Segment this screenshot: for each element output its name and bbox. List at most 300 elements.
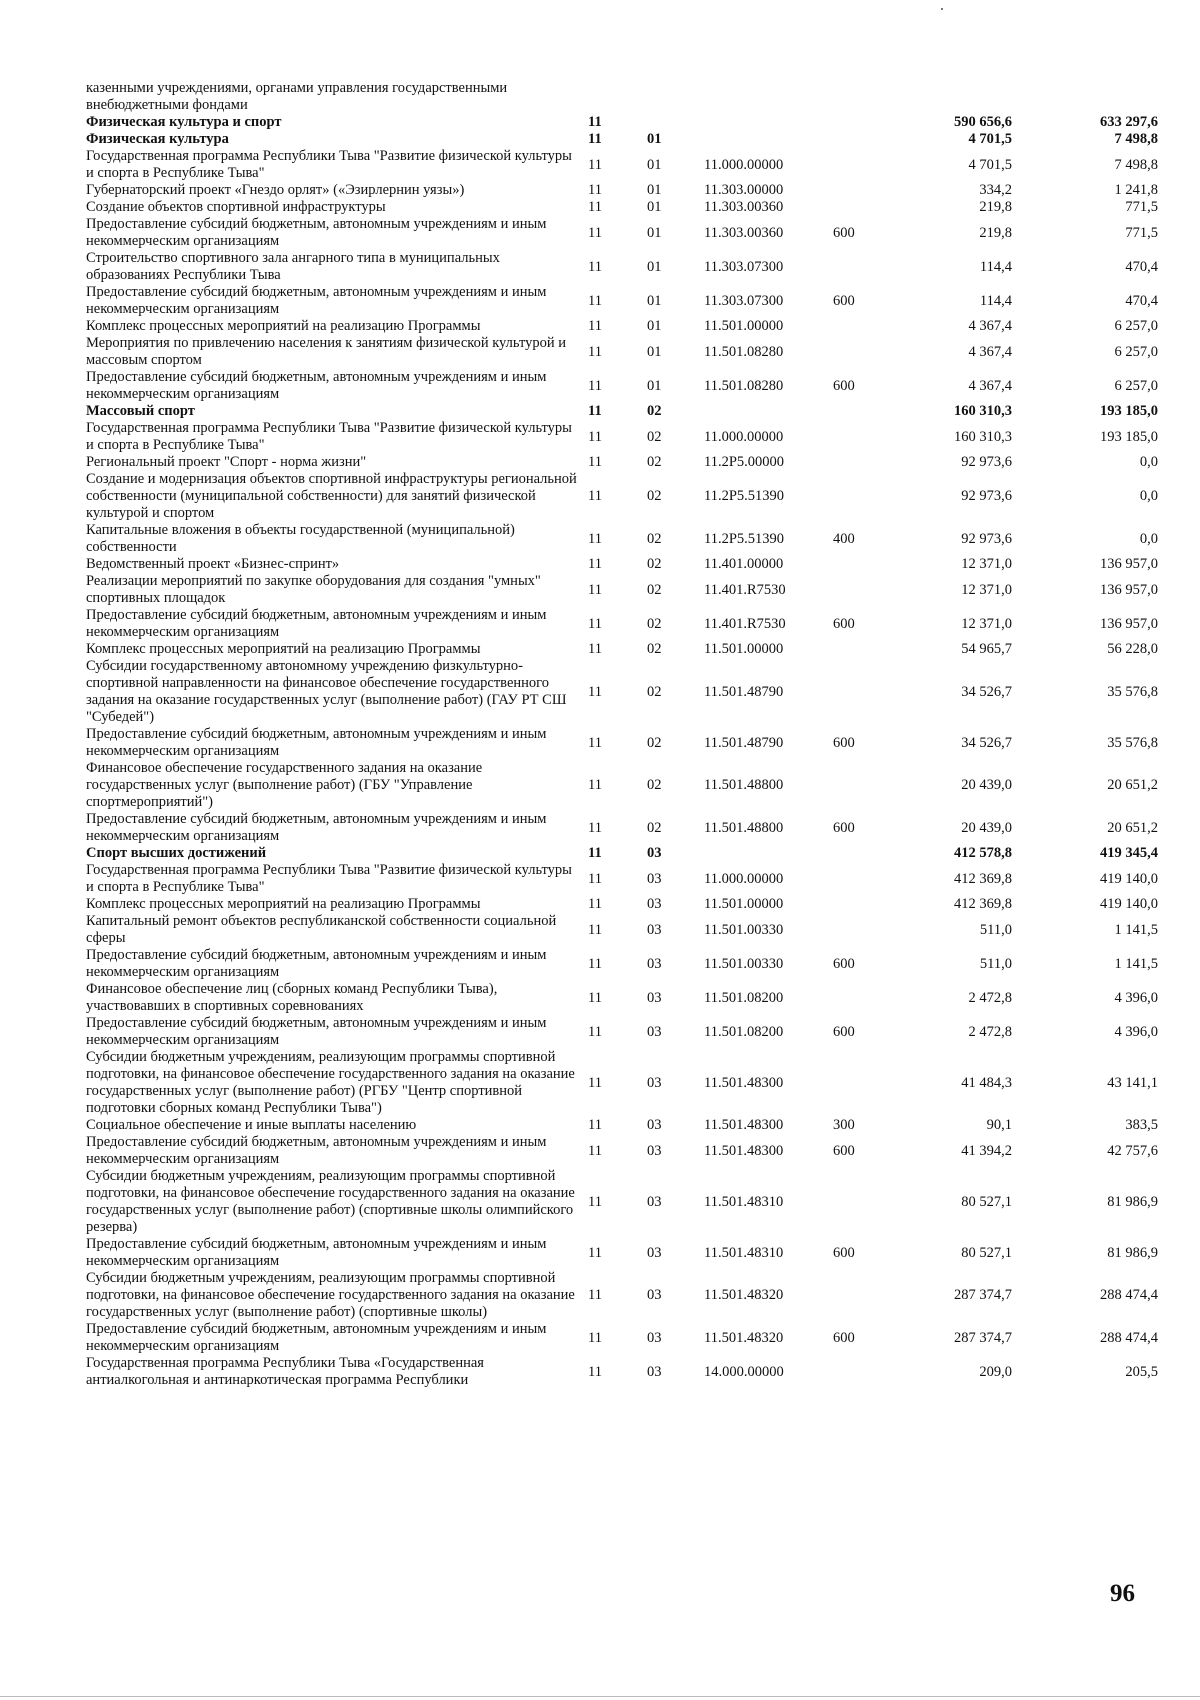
row-section-code: 11 — [588, 1329, 602, 1346]
row-expense-type-code — [833, 1270, 891, 1321]
row-amount-second: 35 576,8 — [1107, 734, 1158, 751]
row-subsection-code: 03 — [647, 1023, 662, 1040]
table-row — [86, 573, 1160, 607]
row-target-article-code: 11.501.48320 — [704, 1287, 784, 1303]
row-subsection-code: 02 — [647, 556, 662, 572]
row-name: Капитальный ремонт объектов республиканской собственности социальной сферы — [86, 913, 557, 946]
row-name: Ведомственный проект «Бизнес-спринт» — [86, 556, 340, 572]
table-row — [86, 80, 1160, 114]
row-name: Создание объектов спортивной инфраструктуры — [86, 199, 386, 215]
row-amount-second: 20 651,2 — [1107, 819, 1158, 836]
row-amount-first: 219,8 — [979, 224, 1012, 241]
row-amount-first: 80 527,1 — [961, 1193, 1012, 1210]
row-name: Предоставление субсидий бюджетным, автономным учреждениям и иным некоммерческим организациям — [86, 369, 547, 402]
row-subsection-code: 01 — [647, 131, 662, 147]
row-amount-first: 20 439,0 — [961, 777, 1012, 793]
row-amount-second: 419 345,4 — [1100, 845, 1158, 861]
table-row — [86, 420, 1160, 454]
row-section-code: 11 — [588, 1287, 602, 1303]
row-target-article-code: 11.303.07300 — [704, 258, 784, 275]
row-amount-second: 43 141,1 — [1107, 1074, 1158, 1091]
table-row — [86, 641, 1160, 658]
row-expense-type-code: 600 — [833, 615, 855, 632]
row-amount-first: 287 374,7 — [954, 1329, 1012, 1346]
row-name: Спорт высших достижений — [86, 845, 267, 861]
row-amount-first: 2 472,8 — [968, 989, 1012, 1006]
row-amount-second: 1 141,5 — [1114, 955, 1158, 972]
row-amount-second: 20 651,2 — [1107, 777, 1158, 793]
row-target-article-code — [704, 845, 833, 862]
row-section-code: 11 — [588, 1193, 602, 1210]
row-target-article-code: 14.000.00000 — [704, 1363, 784, 1380]
row-subsection-code: 01 — [647, 318, 662, 334]
row-amount-first: 92 973,6 — [961, 488, 1012, 504]
table-row — [86, 1236, 1160, 1270]
row-subsection-code: 03 — [647, 870, 662, 887]
table-row — [86, 131, 1160, 148]
row-name: Субсидии бюджетным учреждениям, реализующим программы спортивной подготовки, на финансовое обеспечение государственного задания на оказание государственных услуг (выполнение работ) (спортивные школы олимпийского резерва) — [86, 1168, 575, 1235]
row-expense-type-code: 600 — [833, 734, 855, 751]
table-row — [86, 471, 1160, 522]
row-section-code: 11 — [588, 819, 602, 836]
row-target-article-code: 11.501.00330 — [704, 921, 784, 938]
row-subsection-code: 01 — [647, 377, 662, 394]
row-subsection-code: 02 — [647, 777, 662, 793]
row-expense-type-code — [833, 1355, 891, 1389]
row-amount-first: 2 472,8 — [968, 1023, 1012, 1040]
table-row — [86, 454, 1160, 471]
table-row — [86, 335, 1160, 369]
row-amount-second: 0,0 — [1139, 454, 1158, 470]
row-name: Предоставление субсидий бюджетным, автономным учреждениям и иным некоммерческим организациям — [86, 607, 547, 640]
budget-table-body — [86, 80, 1160, 1389]
row-section-code: 11 — [588, 896, 602, 912]
row-expense-type-code — [833, 981, 891, 1015]
table-row — [86, 981, 1160, 1015]
row-amount-second: 288 474,4 — [1100, 1287, 1158, 1303]
row-amount-second: 633 297,6 — [1100, 114, 1158, 130]
row-name: Предоставление субсидий бюджетным, автономным учреждениям и иным некоммерческим организациям — [86, 1134, 547, 1167]
row-expense-type-code: 600 — [833, 1023, 855, 1040]
table-row — [86, 216, 1160, 250]
table-row — [86, 760, 1160, 811]
table-row — [86, 896, 1160, 913]
row-name: Предоставление субсидий бюджетным, автономным учреждениям и иным некоммерческим организациям — [86, 216, 547, 249]
row-amount-first: 34 526,7 — [961, 734, 1012, 751]
row-name: Мероприятия по привлечению населения к занятиям физической культурой и массовым спортом — [86, 335, 567, 368]
row-target-article-code — [704, 403, 833, 420]
row-section-code: 11 — [588, 556, 602, 572]
row-amount-first: 590 656,6 — [954, 114, 1012, 130]
row-section-code: 11 — [588, 989, 602, 1006]
row-section-code: 11 — [588, 488, 602, 504]
row-name: Государственная программа Республики Тыва "Развитие физической культуры и спорта в Республике Тыва" — [86, 420, 572, 453]
row-expense-type-code — [833, 641, 891, 658]
table-row — [86, 148, 1160, 182]
row-name: Субсидии бюджетным учреждениям, реализующим программы спортивной подготовки, на финансовое обеспечение государственного задания на оказание государственных услуг (выполнение работ) (спортивные школы) — [86, 1270, 575, 1320]
row-target-article-code: 11.501.00000 — [704, 896, 784, 912]
row-subsection-code: 01 — [647, 258, 662, 275]
row-expense-type-code — [833, 913, 891, 947]
table-row — [86, 1117, 1160, 1134]
row-amount-first: 20 439,0 — [961, 819, 1012, 836]
row-target-article-code: 11.501.48310 — [704, 1244, 784, 1261]
row-name: Предоставление субсидий бюджетным, автономным учреждениям и иным некоммерческим организациям — [86, 811, 547, 844]
row-amount-second: 470,4 — [1125, 292, 1158, 309]
row-subsection-code: 01 — [647, 292, 662, 309]
row-name: Губернаторский проект «Гнездо орлят» («Эзирлернин уязы») — [86, 182, 465, 198]
row-name: Государственная программа Республики Тыва «Государственная антиалкогольная и антинаркотическая программа Республики — [86, 1355, 484, 1388]
table-row — [86, 1134, 1160, 1168]
row-subsection-code: 03 — [647, 955, 662, 972]
row-amount-first: 34 526,7 — [961, 683, 1012, 700]
row-expense-type-code — [833, 556, 891, 573]
row-amount-second: 205,5 — [1125, 1363, 1158, 1380]
row-amount-second: 6 257,0 — [1114, 377, 1158, 394]
row-subsection-code: 02 — [647, 530, 662, 547]
row-target-article-code: 11.000.00000 — [704, 428, 784, 445]
row-amount-second: 35 576,8 — [1107, 683, 1158, 700]
table-row — [86, 1270, 1160, 1321]
row-section-code: 11 — [588, 870, 602, 887]
row-name: Предоставление субсидий бюджетным, автономным учреждениям и иным некоммерческим организациям — [86, 1321, 547, 1354]
row-expense-type-code: 600 — [833, 1329, 855, 1346]
row-amount-second: 136 957,0 — [1100, 615, 1158, 632]
row-target-article-code: 11.501.48300 — [704, 1142, 784, 1159]
row-expense-type-code — [833, 1168, 891, 1236]
table-row — [86, 658, 1160, 726]
row-target-article-code: 11.501.48800 — [704, 777, 784, 793]
row-expense-type-code — [833, 403, 891, 420]
row-section-code: 11 — [588, 777, 602, 793]
table-row — [86, 284, 1160, 318]
row-amount-second: 6 257,0 — [1114, 318, 1158, 334]
table-row — [86, 913, 1160, 947]
row-expense-type-code — [833, 471, 891, 522]
row-name: Реализации мероприятий по закупке оборудования для создания "умных" спортивных площадок — [86, 573, 541, 606]
row-amount-first: 80 527,1 — [961, 1244, 1012, 1261]
row-name: Комплекс процессных мероприятий на реализацию Программы — [86, 896, 481, 912]
row-expense-type-code — [833, 114, 891, 131]
row-expense-type-code — [833, 420, 891, 454]
budget-table — [86, 80, 1160, 1389]
row-expense-type-code: 600 — [833, 377, 855, 394]
row-section-code: 11 — [588, 1142, 602, 1159]
table-row — [86, 726, 1160, 760]
row-section-code: 11 — [588, 131, 602, 147]
row-subsection-code: 01 — [647, 199, 662, 215]
row-amount-second: 56 228,0 — [1107, 641, 1158, 657]
row-name: Предоставление субсидий бюджетным, автономным учреждениям и иным некоммерческим организациям — [86, 947, 547, 980]
row-amount-second: 193 185,0 — [1100, 428, 1158, 445]
row-section-code: 11 — [588, 955, 602, 972]
row-target-article-code: 11.501.48790 — [704, 683, 784, 700]
table-row — [86, 845, 1160, 862]
row-section-code: 11 — [588, 343, 602, 360]
row-amount-first: 209,0 — [979, 1363, 1012, 1380]
row-expense-type-code — [833, 318, 891, 335]
row-expense-type-code — [833, 658, 891, 726]
page-number: 96 — [1110, 1580, 1135, 1607]
row-amount-first: 412 578,8 — [954, 845, 1012, 861]
row-amount-second: 419 140,0 — [1100, 896, 1158, 912]
row-amount-first: 511,0 — [979, 955, 1012, 972]
row-amount-second: 4 396,0 — [1114, 1023, 1158, 1040]
row-target-article-code — [704, 131, 833, 148]
row-subsection-code: 03 — [647, 1142, 662, 1159]
table-row — [86, 1015, 1160, 1049]
row-target-article-code: 11.501.08200 — [704, 989, 784, 1006]
row-name: Комплекс процессных мероприятий на реализацию Программы — [86, 318, 481, 334]
row-section-code: 11 — [588, 258, 602, 275]
row-amount-second: 7 498,8 — [1114, 131, 1158, 147]
row-name: Социальное обеспечение и иные выплаты населению — [86, 1117, 417, 1133]
row-section-code: 11 — [588, 1117, 602, 1133]
table-row — [86, 182, 1160, 199]
row-expense-type-code: 400 — [833, 530, 855, 547]
table-row — [86, 1355, 1160, 1389]
scan-edge-line — [0, 1696, 1200, 1697]
row-name: Предоставление субсидий бюджетным, автономным учреждениям и иным некоммерческим организациям — [86, 726, 547, 759]
row-target-article-code: 11.501.00000 — [704, 318, 784, 334]
row-expense-type-code — [833, 454, 891, 471]
table-row — [86, 114, 1160, 131]
row-section-code: 11 — [588, 428, 602, 445]
row-section-code: 11 — [588, 683, 602, 700]
row-subsection-code: 01 — [647, 182, 662, 198]
row-target-article-code: 11.501.48310 — [704, 1193, 784, 1210]
row-subsection-code: 02 — [647, 683, 662, 700]
row-expense-type-code — [833, 573, 891, 607]
row-name: Финансовое обеспечение лиц (сборных команд Республики Тыва), участвовавших в спортивных соревнованиях — [86, 981, 498, 1014]
row-target-article-code: 11.401.00000 — [704, 556, 784, 572]
row-target-article-code: 11.2P5.00000 — [704, 454, 785, 470]
row-amount-first: 4 367,4 — [968, 343, 1012, 360]
row-section-code: 11 — [588, 182, 602, 198]
row-amount-second: 193 185,0 — [1100, 403, 1158, 419]
row-amount-first: 41 484,3 — [961, 1074, 1012, 1091]
row-target-article-code: 11.501.48320 — [704, 1329, 784, 1346]
row-amount-first: 4 367,4 — [968, 377, 1012, 394]
row-section-code: 11 — [588, 615, 602, 632]
row-subsection-code: 02 — [647, 488, 662, 504]
row-expense-type-code — [833, 335, 891, 369]
row-amount-first: 12 371,0 — [961, 615, 1012, 632]
row-section-code: 11 — [588, 114, 602, 130]
row-subsection-code: 03 — [647, 1329, 662, 1346]
row-amount-second: 470,4 — [1125, 258, 1158, 275]
row-amount-second: 0,0 — [1139, 530, 1158, 547]
row-subsection-code: 02 — [647, 428, 662, 445]
row-target-article-code: 11.000.00000 — [704, 156, 784, 173]
row-subsection-code: 01 — [647, 343, 662, 360]
row-section-code: 11 — [588, 1244, 602, 1261]
row-subsection-code: 02 — [647, 819, 662, 836]
row-amount-second — [1038, 80, 1160, 114]
row-amount-second: 136 957,0 — [1100, 581, 1158, 598]
table-row — [86, 811, 1160, 845]
row-expense-type-code — [833, 199, 891, 216]
row-subsection-code: 03 — [647, 921, 662, 938]
row-subsection-code: 03 — [647, 1117, 662, 1133]
row-section-code — [588, 80, 647, 114]
row-subsection-code: 02 — [647, 581, 662, 598]
row-subsection-code — [647, 80, 704, 114]
row-name: Финансовое обеспечение государственного задания на оказание государственных услуг (выполнение работ) (ГБУ "Управление спортмероприятий") — [86, 760, 483, 810]
row-section-code: 11 — [588, 1023, 602, 1040]
row-target-article-code: 11.501.48300 — [704, 1074, 784, 1091]
row-expense-type-code — [833, 131, 891, 148]
row-expense-type-code — [833, 760, 891, 811]
row-amount-first: 160 310,3 — [954, 428, 1012, 445]
row-target-article-code: 11.401.R7530 — [704, 615, 786, 632]
row-name: Массовый спорт — [86, 403, 195, 419]
table-row — [86, 1049, 1160, 1117]
row-amount-second: 288 474,4 — [1100, 1329, 1158, 1346]
row-amount-first: 160 310,3 — [954, 403, 1012, 419]
row-amount-first: 4 701,5 — [968, 156, 1012, 173]
table-row — [86, 862, 1160, 896]
table-row — [86, 947, 1160, 981]
row-expense-type-code: 600 — [833, 1244, 855, 1261]
row-expense-type-code — [833, 182, 891, 199]
row-section-code: 11 — [588, 199, 602, 215]
row-name: Физическая культура — [86, 131, 229, 147]
row-target-article-code — [704, 114, 833, 131]
row-expense-type-code: 600 — [833, 955, 855, 972]
row-amount-second: 81 986,9 — [1107, 1244, 1158, 1261]
table-row — [86, 199, 1160, 216]
row-subsection-code: 02 — [647, 615, 662, 632]
row-section-code: 11 — [588, 581, 602, 598]
row-amount-second: 771,5 — [1125, 224, 1158, 241]
row-amount-first — [891, 80, 1038, 114]
row-expense-type-code: 300 — [833, 1117, 855, 1133]
row-section-code: 11 — [588, 734, 602, 751]
row-name: Создание и модернизация объектов спортивной инфраструктуры региональной собственности (муниципальной собственности) для занятий физической культурой и спортом — [86, 471, 577, 521]
row-subsection-code — [647, 114, 704, 131]
row-section-code: 11 — [588, 1074, 602, 1091]
row-subsection-code: 02 — [647, 641, 662, 657]
row-subsection-code: 03 — [647, 845, 662, 861]
row-expense-type-code: 600 — [833, 292, 855, 309]
row-subsection-code: 02 — [647, 734, 662, 751]
row-name: Предоставление субсидий бюджетным, автономным учреждениям и иным некоммерческим организациям — [86, 284, 547, 317]
row-section-code: 11 — [588, 454, 602, 470]
row-amount-second: 419 140,0 — [1100, 870, 1158, 887]
row-expense-type-code: 600 — [833, 819, 855, 836]
row-expense-type-code: 600 — [833, 1142, 855, 1159]
row-expense-type-code — [833, 148, 891, 182]
row-name: Предоставление субсидий бюджетным, автономным учреждениям и иным некоммерческим организациям — [86, 1015, 547, 1048]
row-amount-first: 4 367,4 — [968, 318, 1012, 334]
row-target-article-code: 11.000.00000 — [704, 870, 784, 887]
row-subsection-code: 02 — [647, 454, 662, 470]
row-amount-first: 12 371,0 — [961, 556, 1012, 572]
row-subsection-code: 01 — [647, 224, 662, 241]
row-target-article-code: 11.501.08280 — [704, 377, 784, 394]
row-expense-type-code — [833, 250, 891, 284]
row-expense-type-code — [833, 862, 891, 896]
row-target-article-code: 11.501.48790 — [704, 734, 784, 751]
row-amount-first: 54 965,7 — [961, 641, 1012, 657]
row-target-article-code: 11.401.R7530 — [704, 581, 786, 598]
row-amount-first: 511,0 — [979, 921, 1012, 938]
row-amount-first: 92 973,6 — [961, 530, 1012, 547]
row-section-code: 11 — [588, 1363, 602, 1380]
row-target-article-code: 11.501.08280 — [704, 343, 784, 360]
row-name: Предоставление субсидий бюджетным, автономным учреждениям и иным некоммерческим организациям — [86, 1236, 547, 1269]
scan-speck — [941, 8, 943, 10]
row-target-article-code: 11.501.00330 — [704, 955, 784, 972]
row-name: Субсидии бюджетным учреждениям, реализующим программы спортивной подготовки, на финансовое обеспечение государственного задания на оказание государственных услуг (выполнение работ) (РГБУ "Центр спортивной подготовки сборных команд Республики Тыва") — [86, 1049, 575, 1116]
table-row — [86, 607, 1160, 641]
row-subsection-code: 03 — [647, 1244, 662, 1261]
table-row — [86, 1168, 1160, 1236]
row-amount-first: 4 701,5 — [968, 131, 1012, 147]
row-subsection-code: 03 — [647, 1074, 662, 1091]
row-amount-second: 1 141,5 — [1114, 921, 1158, 938]
row-amount-second: 771,5 — [1125, 199, 1158, 215]
row-expense-type-code: 600 — [833, 224, 855, 241]
row-amount-second: 6 257,0 — [1114, 343, 1158, 360]
row-subsection-code: 03 — [647, 1193, 662, 1210]
row-amount-second: 383,5 — [1125, 1117, 1158, 1133]
row-subsection-code: 03 — [647, 1363, 662, 1380]
row-section-code: 11 — [588, 377, 602, 394]
table-row — [86, 1321, 1160, 1355]
row-name: Физическая культура и спорт — [86, 114, 282, 130]
row-amount-second: 1 241,8 — [1114, 182, 1158, 198]
row-section-code: 11 — [588, 224, 602, 241]
row-subsection-code: 01 — [647, 156, 662, 173]
row-name: Государственная программа Республики Тыва "Развитие физической культуры и спорта в Республике Тыва" — [86, 862, 572, 895]
row-section-code: 11 — [588, 845, 602, 861]
row-amount-first: 412 369,8 — [954, 896, 1012, 912]
row-amount-first: 114,4 — [979, 258, 1012, 275]
row-target-article-code: 11.501.08200 — [704, 1023, 784, 1040]
row-target-article-code: 11.2P5.51390 — [704, 488, 785, 504]
row-amount-first: 114,4 — [979, 292, 1012, 309]
row-amount-second: 0,0 — [1139, 488, 1158, 504]
row-amount-first: 219,8 — [979, 199, 1012, 215]
row-amount-second: 7 498,8 — [1114, 156, 1158, 173]
row-amount-first: 412 369,8 — [954, 870, 1012, 887]
row-expense-type-code — [833, 1049, 891, 1117]
row-amount-first: 41 394,2 — [961, 1142, 1012, 1159]
row-section-code: 11 — [588, 403, 602, 419]
row-subsection-code: 02 — [647, 403, 662, 419]
row-name: Государственная программа Республики Тыва "Развитие физической культуры и спорта в Республике Тыва" — [86, 148, 572, 181]
row-expense-type-code — [833, 896, 891, 913]
table-row — [86, 369, 1160, 403]
row-expense-type-code — [833, 845, 891, 862]
row-section-code: 11 — [588, 156, 602, 173]
row-amount-first: 92 973,6 — [961, 454, 1012, 470]
row-target-article-code: 11.501.48800 — [704, 819, 784, 836]
row-name: Комплекс процессных мероприятий на реализацию Программы — [86, 641, 481, 657]
row-name: казенными учреждениями, органами управления государственными внебюджетными фондами — [86, 80, 508, 113]
row-name: Строительство спортивного зала ангарного типа в муниципальных образованиях Республики Тыва — [86, 250, 500, 283]
row-target-article-code: 11.2P5.51390 — [704, 530, 785, 547]
row-target-article-code: 11.303.00360 — [704, 199, 784, 215]
table-row — [86, 318, 1160, 335]
row-target-article-code: 11.501.00000 — [704, 641, 784, 657]
row-target-article-code — [704, 80, 833, 114]
row-expense-type-code — [833, 80, 891, 114]
row-target-article-code: 11.303.00360 — [704, 224, 784, 241]
row-section-code: 11 — [588, 318, 602, 334]
